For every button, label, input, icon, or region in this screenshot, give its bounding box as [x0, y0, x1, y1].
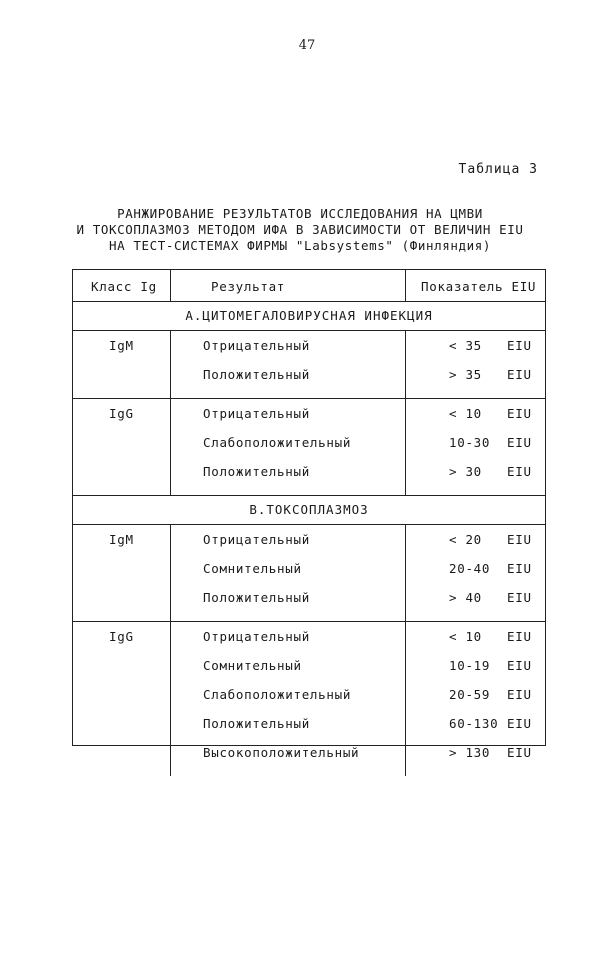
- table-caption: [20, 206, 580, 254]
- eiu-value: > 130: [449, 745, 491, 760]
- eiu-value: < 20: [449, 532, 482, 547]
- column-divider: [170, 330, 171, 398]
- column-divider: [170, 270, 171, 301]
- section-divider: [73, 495, 545, 496]
- caption-line: НА ТЕСТ-СИСТЕМАХ ФИРМЫ "Labsystems" (Финляндия): [109, 238, 491, 253]
- result-label: Отрицательный: [203, 629, 310, 644]
- caption-line: РАНЖИРОВАНИЕ РЕЗУЛЬТАТОВ ИССЛЕДОВАНИЯ НА ЦМВИ: [117, 206, 483, 221]
- eiu-unit: EIU: [507, 687, 532, 702]
- eiu-unit: EIU: [507, 338, 532, 353]
- row-divider: [73, 330, 545, 331]
- header-divider: [73, 301, 545, 302]
- result-label: Сомнительный: [203, 658, 302, 673]
- result-label: Сомнительный: [203, 561, 302, 576]
- section-title: В.ТОКСОПЛАЗМОЗ: [249, 502, 369, 517]
- caption-line: И ТОКСОПЛАЗМОЗ МЕТОДОМ ИФА В ЗАВИСИМОСТИ ОТ ВЕЛИЧИН EIU: [76, 222, 524, 237]
- column-divider: [405, 524, 406, 621]
- ig-class: IgG: [109, 629, 134, 644]
- eiu-unit: EIU: [507, 658, 532, 673]
- row-divider: [73, 398, 545, 399]
- row-divider: [73, 524, 545, 525]
- result-label: Высокоположительный: [203, 745, 360, 760]
- result-label: Слабоположительный: [203, 435, 352, 450]
- page-number: 47: [298, 38, 316, 53]
- ig-class: IgM: [109, 532, 134, 547]
- column-divider: [170, 621, 171, 776]
- column-divider: [170, 398, 171, 495]
- eiu-value: 10-19: [449, 658, 491, 673]
- eiu-value: > 35: [449, 367, 482, 382]
- header-result: Результат: [211, 279, 286, 294]
- column-divider: [170, 524, 171, 621]
- result-label: Слабоположительный: [203, 687, 352, 702]
- eiu-value: < 10: [449, 406, 482, 421]
- column-divider: [405, 398, 406, 495]
- eiu-unit: EIU: [507, 406, 532, 421]
- eiu-unit: EIU: [507, 590, 532, 605]
- result-label: Отрицательный: [203, 406, 310, 421]
- row-divider: [73, 621, 545, 622]
- eiu-unit: EIU: [507, 629, 532, 644]
- result-label: Отрицательный: [203, 532, 310, 547]
- eiu-unit: EIU: [507, 532, 532, 547]
- eiu-value: > 40: [449, 590, 482, 605]
- eiu-unit: EIU: [507, 561, 532, 576]
- eiu-value: 10-30: [449, 435, 491, 450]
- eiu-value: < 10: [449, 629, 482, 644]
- eiu-unit: EIU: [507, 435, 532, 450]
- eiu-value: > 30: [449, 464, 482, 479]
- table-label: Таблица 3: [458, 162, 538, 177]
- result-label: Отрицательный: [203, 338, 310, 353]
- eiu-unit: EIU: [507, 464, 532, 479]
- section-title: А.ЦИТОМЕГАЛОВИРУСНАЯ ИНФЕКЦИЯ: [185, 308, 433, 323]
- eiu-unit: EIU: [507, 367, 532, 382]
- result-label: Положительный: [203, 716, 310, 731]
- ig-class: IgM: [109, 338, 134, 353]
- column-divider: [405, 330, 406, 398]
- eiu-value: < 35: [449, 338, 482, 353]
- eiu-value: 20-40: [449, 561, 491, 576]
- column-divider: [405, 270, 406, 301]
- header-value: Показатель EIU: [421, 279, 537, 294]
- result-label: Положительный: [203, 367, 310, 382]
- eiu-unit: EIU: [507, 745, 532, 760]
- eiu-value: 60-130: [449, 716, 499, 731]
- ig-class: IgG: [109, 406, 134, 421]
- result-label: Положительный: [203, 464, 310, 479]
- eiu-unit: EIU: [507, 716, 532, 731]
- results-table: [72, 269, 546, 760]
- result-label: Положительный: [203, 590, 310, 605]
- eiu-value: 20-59: [449, 687, 491, 702]
- header-class: Класс Ig: [91, 279, 157, 294]
- column-divider: [405, 621, 406, 776]
